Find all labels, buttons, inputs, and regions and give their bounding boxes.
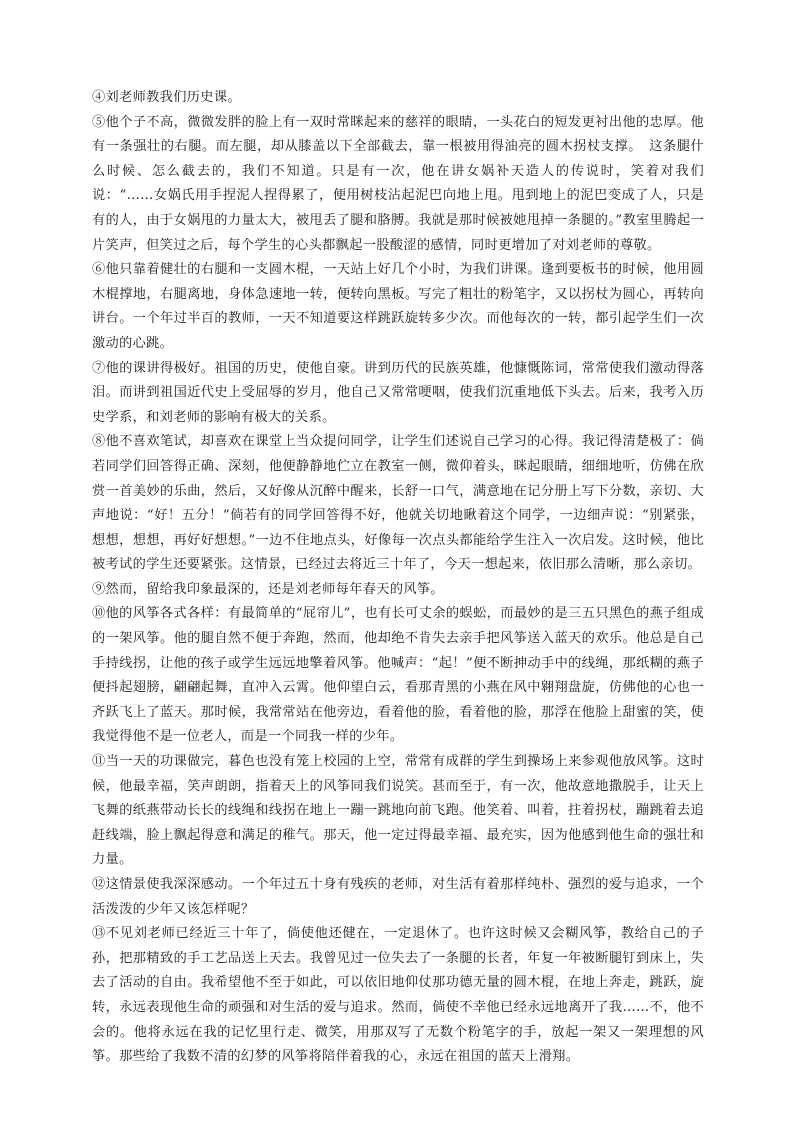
paragraph-6: ⑥他只靠着健壮的右腿和一支圆木棍，一天站上好几个小时，为我们讲课。逢到要板书的时候，他用圆木棍撑地，右腿离地，身体急速地一转，便转向黑板。写完了粗壮的粉笔字，又以拐杖为圆心，再转向讲台。一个年过半百的教师，一天不知道要这样跳跃旋转多少次。而他每次的一转，都引起学生们一次激动的心跳。 (92, 262, 704, 351)
paragraph-11: ⑪当一天的功课做完，暮色也没有笼上校园的上空，常常有成群的学生到操场上来参观他放风筝。这时候，他最幸福，笑声朗朗，指着天上的风筝同我们说笑。甚而至于，有一次，他故意地撒脱手，让天上飞舞的纸燕带动长长的线绳和线拐在地上一蹦一跳地向前飞跑。他笑着、叫着，拄着拐杖，蹦跳着去追赶线端，脸上飘起得意和满足的稚气。那天，他一定过得最幸福、最充实，因为他感到他生命的强壮和力量。 (92, 754, 704, 868)
paragraph-12: ⑫这情景使我深深感动。一个年过五十身有残疾的老师，对生活有着那样纯朴、强烈的爱与追求，一个活泼泼的少年又该怎样呢？ (92, 877, 704, 917)
paragraph-9: ⑨然而，留给我印象最深的，还是刘老师每年春天的风筝。 (92, 581, 444, 597)
paragraph-5: ⑤他个子不高，微微发胖的脸上有一双时常眯起来的慈祥的眼睛，一头花白的短发更衬出他的忠厚。他有一条强壮的右腿。而左腿，却从膝盖以下全部截去，靠一根被用得油亮的圆木拐杖支撑。 这条腿什么时候、怎么截去的，我们不知道。只是有一次，他在讲女娲补天造人的传说时，笑着对我们说：“……女娲氏用手捏泥人捏得累了，便用树枝沾起泥巴向地上甩。甩到地上的泥巴变成了人，只是有的人，由于女娲甩的力量太大，被甩丢了腿和胳膊。我就是那时候被她甩掉一条腿的。”教室里腾起一片笑声，但笑过之后，每个学生的心头都飘起一股酸涩的感情，同时更增加了对刘老师的尊敬。 (92, 114, 704, 253)
article-body (92, 86, 704, 1070)
paragraph-7: ⑦他的课讲得极好。祖国的历史，使他自豪。讲到历代的民族英雄，他慷慨陈词，常常使我们激动得落泪。而讲到祖国近代史上受屈辱的岁月，他自己又常常哽咽，使我们沉重地低下头去。后来，我考入历史学系，和刘老师的影响有极大的关系。 (92, 360, 704, 425)
paragraph-10: ⑩他的风筝各式各样：有最简单的“屁帘儿”，也有长可丈余的蜈蚣，而最妙的是三五只黑色的燕子组成的一架风筝。他的腿自然不便于奔跑，然而，他却绝不肯失去亲手把风筝送入蓝天的欢乐。他总是自己手持线拐，让他的孩子或学生远远地擎着风筝。他喊声：“起！”便不断抻动手中的线绳，那纸糊的燕子便抖起翅膀，翩翩起舞，直冲入云霄。他仰望白云，看那青黑的小燕在风中翱翔盘旋，仿佛他的心也一齐跃飞上了蓝天。那时候，我常常站在他旁边，看着他的脸，看着他的脸，那浮在他脸上甜蜜的笑，使我觉得他不是一位老人，而是一个同我一样的少年。 (92, 606, 704, 745)
paragraph-4: ④刘老师教我们历史课。 (92, 90, 241, 105)
paragraph-13: ⑬不见刘老师已经近三十年了，倘使他还健在，一定退休了。也许这时候又会糊风筝，教给自己的子孙，把那精致的手工艺品送上天去。我曾见过一位失去了一条腿的长者，年复一年被断腿钉到床上，失去了活动的自由。我希望他不至于如此，可以依旧地仰仗那功德无量的圆木棍，在地上奔走，跳跃，旋转，永远表现他生命的顽强和对生活的爱与追求。然而，倘使不幸他已经永远地离开了我……不，他不会的。他将永远在我的记忆里行走、微笑，用那双写了无数个粉笔字的手，放起一架又一架理想的风筝。那些给了我数不清的幻梦的风筝将陪伴着我的心，永远在祖国的蓝天上滑翔。 (92, 926, 704, 1065)
paragraph-8: ⑧他不喜欢笔试，却喜欢在课堂上当众提问同学，让学生们述说自己学习的心得。我记得清楚极了：倘若同学们回答得正确、深刻，他便静静地伫立在教室一侧，微仰着头，眯起眼睛，细细地听，仿佛在欣赏一首美妙的乐曲，然后，又好像从沉醉中醒来，长舒一口气，满意地在记分册上写下分数，亲切、大声地说：“好！五分！”倘若有的同学回答得不好，他就关切地瞅着这个同学，一边细声说：“别紧张，想想，想想，再好好想想。”一边不住地点头，好像每一次点头都能给学生注入一次启发。这时候，他比被考试的学生还要紧张。这情景，已经过去将近三十年了，今天一想起来，依旧那么清晰，那么亲切。 (92, 434, 704, 573)
